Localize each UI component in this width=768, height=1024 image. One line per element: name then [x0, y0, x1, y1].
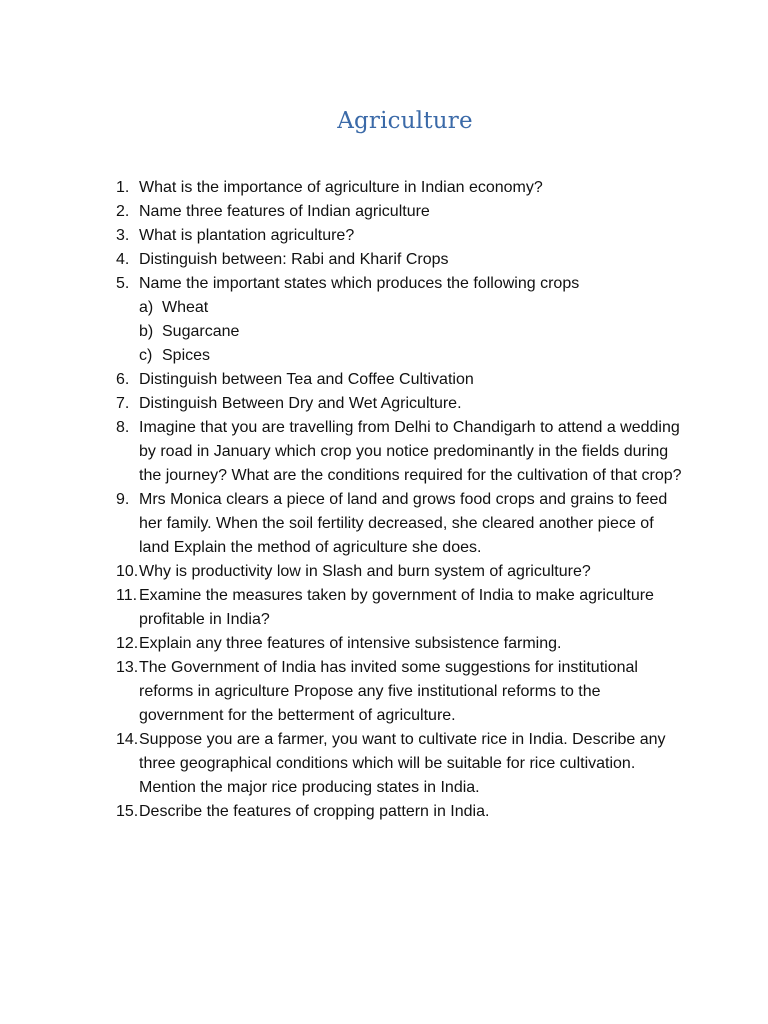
question-item [0, 416, 768, 488]
question-text: Mrs Monica clears a piece of land and grows food crops and grains to feed her family. When the soil fertility decreased, she cleared another piece of land Explain the method of agriculture she does. [139, 491, 668, 556]
question-text: Distinguish between: Rabi and Kharif Crops [139, 251, 449, 268]
sub-item-text: Spices [162, 347, 211, 364]
question-item [0, 488, 768, 560]
question-number: 10. [116, 563, 139, 580]
question-number: 11. [116, 587, 138, 604]
question-text: Explain any three features of intensive subsistence farming. [139, 635, 562, 652]
question-number: 4. [116, 251, 130, 268]
question-item [0, 272, 768, 368]
question-item [0, 224, 768, 248]
sub-item-letter: c) [139, 347, 153, 364]
question-number: 6. [116, 371, 130, 388]
sub-item-letter: a) [139, 299, 154, 316]
document-title: Agriculture [337, 108, 473, 134]
sub-item-text: Wheat [162, 299, 209, 316]
question-text: Suppose you are a farmer, you want to cultivate rice in India. Describe any three geographical conditions which will be suitable for rice cultivation. Mention the major rice producing states in India. [139, 731, 666, 796]
question-text: Imagine that you are travelling from Delhi to Chandigarh to attend a wedding by road in January which crop you notice predominantly in the fields during the journey? What are the conditions required for the cultivation of that crop? [139, 419, 682, 484]
question-item [0, 368, 768, 392]
question-number: 14. [116, 731, 139, 748]
sub-item-letter: b) [139, 323, 154, 340]
question-number: 12. [116, 635, 139, 652]
sub-item [139, 320, 682, 344]
question-text: Distinguish Between Dry and Wet Agriculture. [139, 395, 462, 412]
question-text: What is the importance of agriculture in Indian economy? [139, 179, 543, 196]
question-number: 15. [116, 803, 139, 820]
sub-item [139, 344, 682, 368]
question-item [0, 200, 768, 224]
question-item [0, 800, 768, 824]
question-number: 9. [116, 491, 130, 508]
question-number: 3. [116, 227, 130, 244]
question-item [0, 248, 768, 272]
question-item [0, 392, 768, 416]
question-text: Examine the measures taken by government of India to make agriculture profitable in India? [139, 587, 654, 628]
question-text: Describe the features of cropping pattern in India. [139, 803, 490, 820]
question-number: 13. [116, 659, 139, 676]
crop-sublist [139, 296, 682, 368]
question-item [0, 632, 768, 656]
question-list [0, 176, 768, 824]
question-number: 7. [116, 395, 130, 412]
question-text: Distinguish between Tea and Coffee Cultivation [139, 371, 474, 388]
question-item [0, 176, 768, 200]
question-text: What is plantation agriculture? [139, 227, 355, 244]
question-number: 8. [116, 419, 130, 436]
sub-item-text: Sugarcane [162, 323, 240, 340]
sub-item [139, 296, 682, 320]
question-item [0, 656, 768, 728]
question-item [0, 584, 768, 632]
question-text: Name three features of Indian agriculture [139, 203, 430, 220]
question-text: Why is productivity low in Slash and burn system of agriculture? [139, 563, 591, 580]
question-number: 2. [116, 203, 130, 220]
question-number: 5. [116, 275, 130, 292]
question-item [0, 728, 768, 800]
question-text: Name the important states which produces the following crops [139, 275, 580, 292]
question-number: 1. [116, 179, 130, 196]
question-item [0, 560, 768, 584]
question-text: The Government of India has invited some suggestions for institutional reforms in agriculture Propose any five institutional reforms to the government for the betterment of agriculture. [139, 659, 638, 724]
